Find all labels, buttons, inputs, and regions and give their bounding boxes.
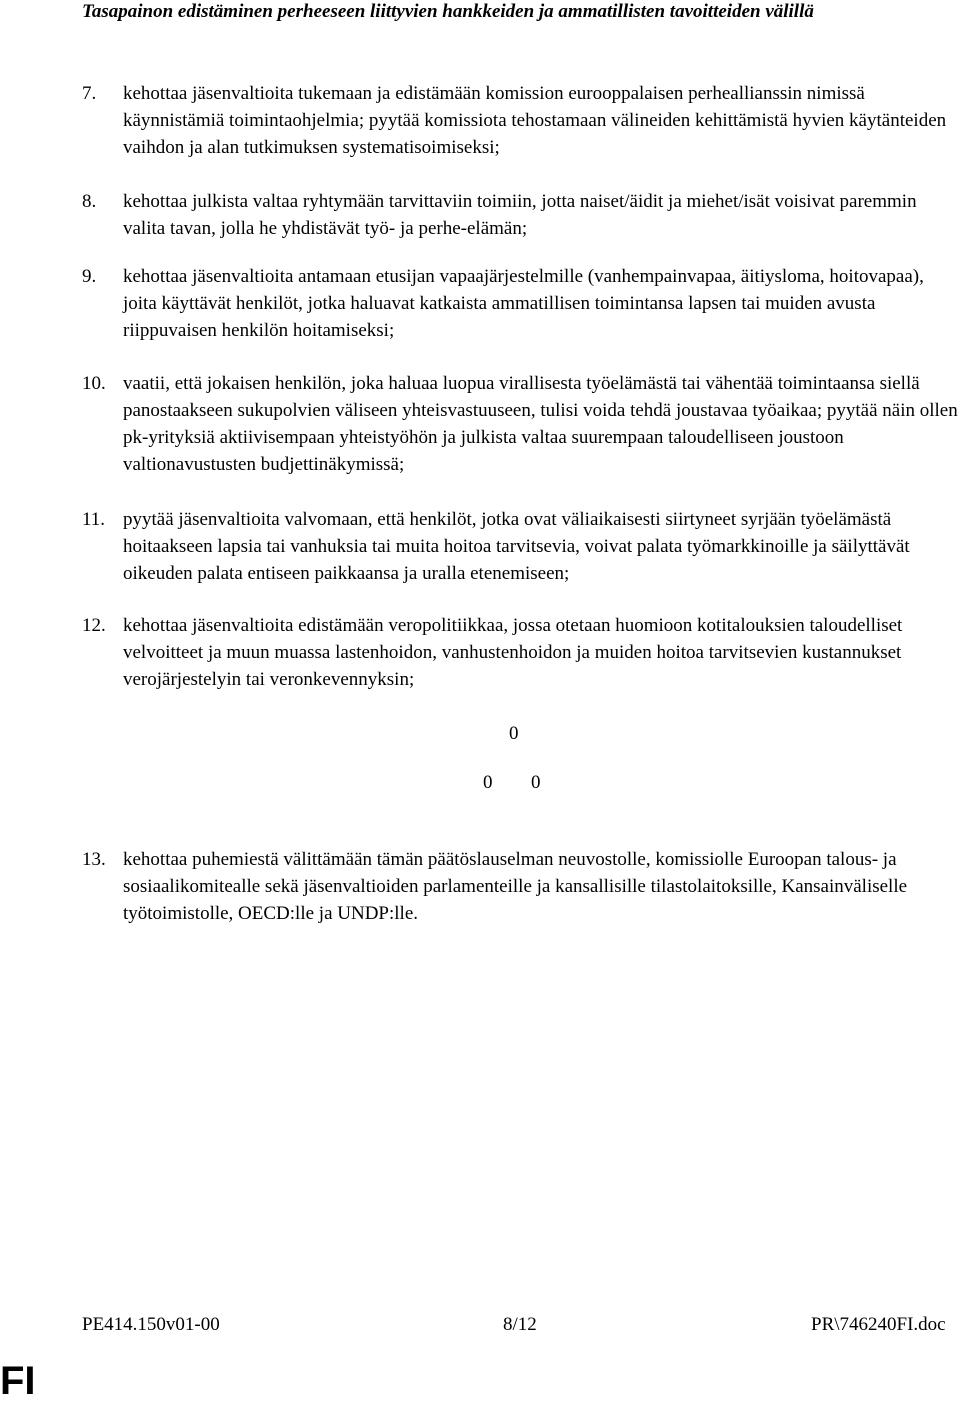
separator-mark-bottom-right: 0 (531, 772, 541, 793)
section-title: Tasapainon edistäminen perheeseen liittyvien hankkeiden ja ammatillisten tavoitteiden välillä (82, 1, 814, 22)
list-item (82, 612, 960, 693)
item-number: 7. (82, 83, 97, 104)
item-number: 11. (82, 509, 106, 530)
footer-page-number: 8/12 (503, 1314, 537, 1335)
list-item (82, 263, 960, 344)
item-number: 10. (82, 373, 106, 394)
footer-doc-ref: PE414.150v01-00 (82, 1314, 220, 1335)
list-item (82, 80, 960, 161)
list-item (82, 846, 960, 927)
item-text: kehottaa puhemiestä välittämään tämän päätöslauselman neuvostolle, komissiolle Euroopan talous- ja sosiaalikomitealle sekä jäsenvaltioiden parlamenteille ja kansallisille tilastolaitoksille, Kansainväliselle työtoimistolle, OECD:lle ja UNDP:lle. (123, 849, 908, 924)
list-item (82, 188, 960, 242)
item-number: 12. (82, 615, 106, 636)
separator-mark-bottom-left: 0 (483, 772, 493, 793)
item-number: 8. (82, 191, 97, 212)
footer-file-name: PR\746240FI.doc (811, 1314, 946, 1335)
item-text: kehottaa julkista valtaa ryhtymään tarvittaviin toimiin, jotta naiset/äidit ja miehet/isät voisivat paremmin valita tavan, jolla he yhdistävät työ- ja perhe-elämän; (123, 191, 917, 239)
item-text: pyytää jäsenvaltioita valvomaan, että henkilöt, jotka ovat väliaikaisesti siirtyneet syrjään työelämästä hoitaakseen lapsia tai vanhuksia tai muita hoitoa tarvitsevia, voivat palata työmarkkinoille ja säilyttävät oikeuden palata entiseen paikkaansa ja uralla etenemiseen; (123, 509, 910, 584)
item-text: kehottaa jäsenvaltioita edistämään veropolitiikkaa, jossa otetaan huomioon kotitalouksien taloudelliset velvoitteet ja muun muassa lastenhoidon, vanhustenhoidon ja muiden hoitoa tarvitsevien kustannukset verojärjestelyin tai veronkevennyksin; (123, 615, 903, 690)
item-text: kehottaa jäsenvaltioita tukemaan ja edistämään komission eurooppalaisen perheallianssin nimissä käynnistämiä toimintaohjelmia; pyytää komissiota tehostamaan välineiden kehittämistä hyvien käytänteiden vaihdon ja alan tutkimuksen systematisoimiseksi; (123, 83, 947, 158)
separator-mark-top: 0 (509, 723, 519, 744)
list-item (82, 370, 960, 478)
item-number: 9. (82, 266, 97, 287)
list-item (82, 506, 960, 587)
item-number: 13. (82, 849, 106, 870)
item-text: vaatii, että jokaisen henkilön, joka haluaa luopua virallisesta työelämästä tai vähentää toimintaansa siellä panostaakseen sukupolvien väliseen yhteisvastuuseen, tulisi voida tehdä joustavaa työaikaa; pyytää näin ollen pk-yrityksiä aktiivisempaan yhteistyöhön ja julkista valtaa suurempaan taloudelliseen joustoon valtionavustusten budjettinäkymissä; (123, 373, 958, 475)
language-code: FI (0, 1359, 36, 1403)
item-text: kehottaa jäsenvaltioita antamaan etusijan vapaajärjestelmille (vanhempainvapaa, äitiysloma, hoitovapaa), joita käyttävät henkilöt, jotka haluavat katkaista ammatillisen toimintansa lapsen tai muiden avusta riippuvaisen henkilön hoitamiseksi; (123, 266, 924, 341)
